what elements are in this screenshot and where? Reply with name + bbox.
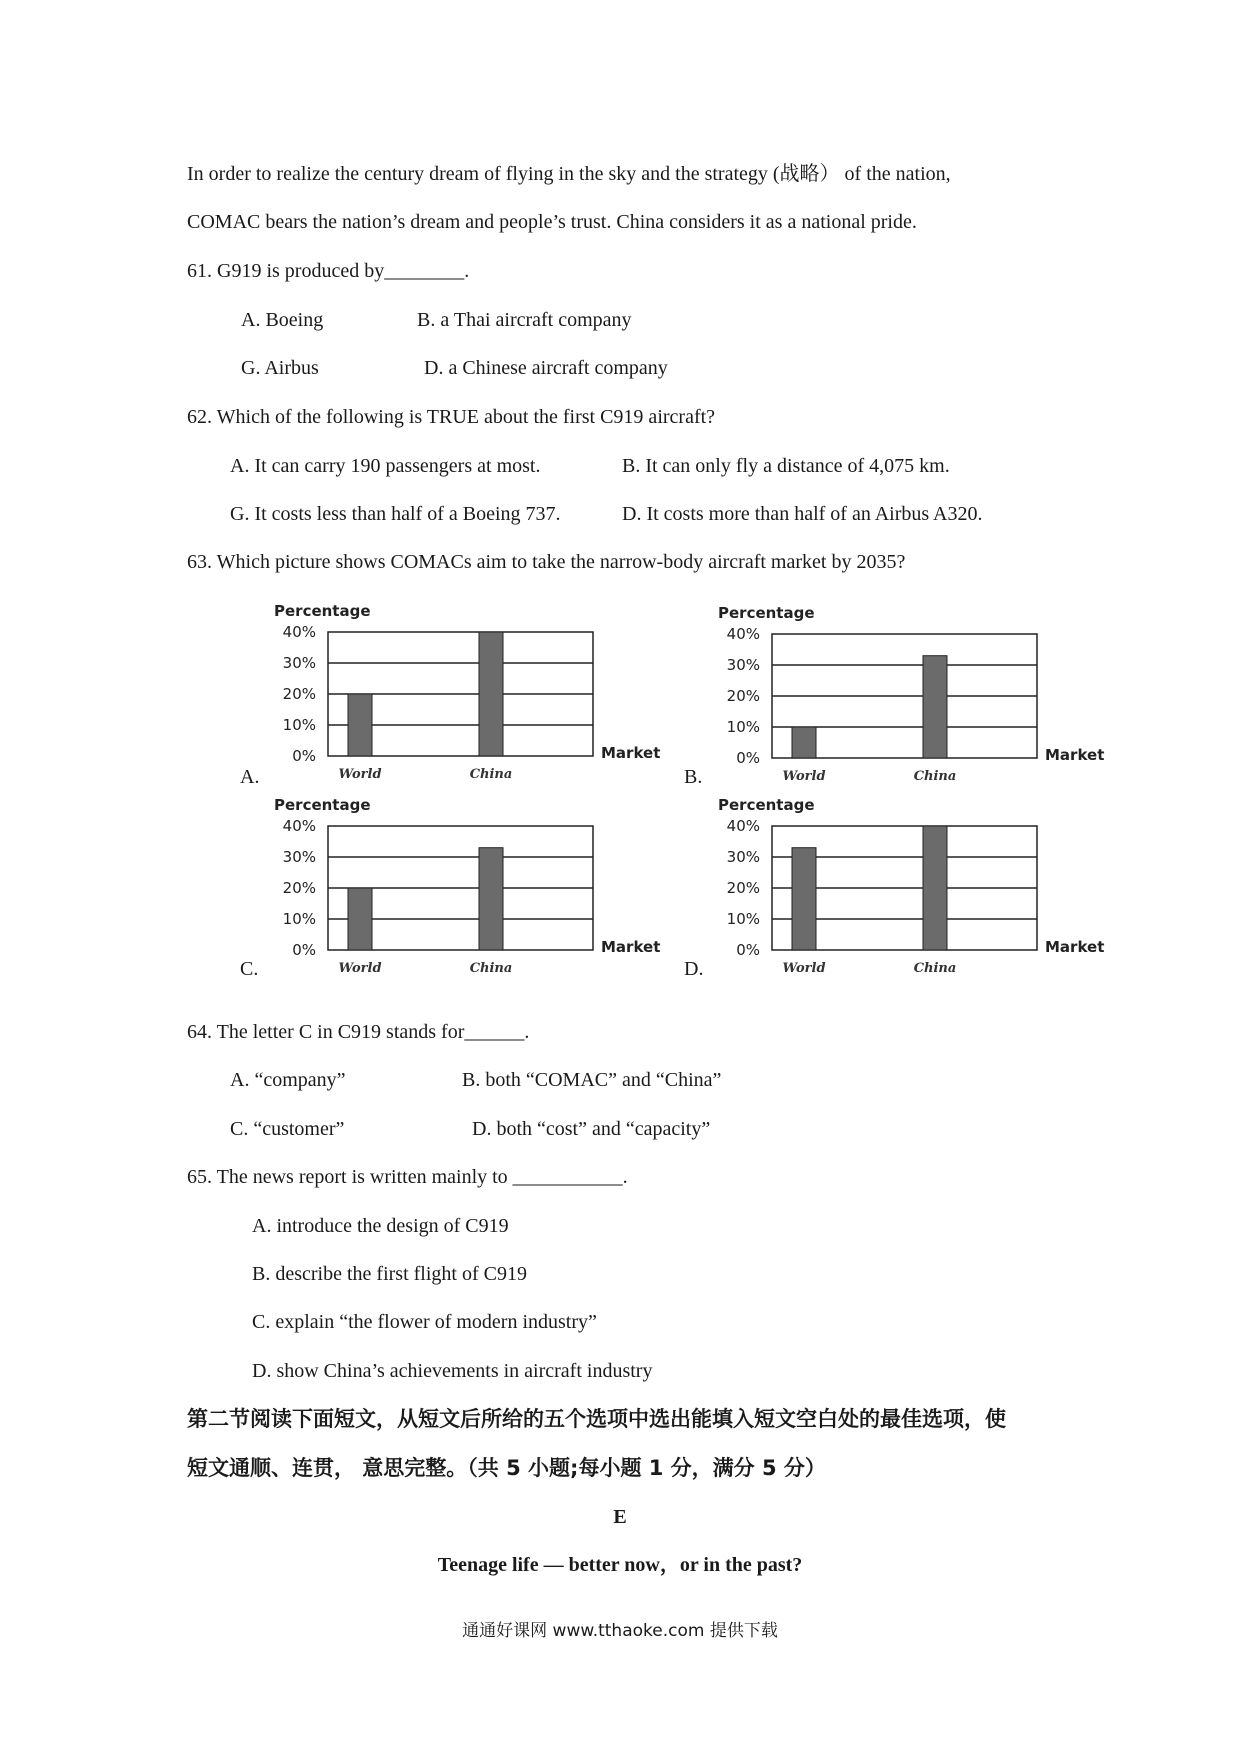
question-61-stem: 61. G919 is produced by________. bbox=[187, 260, 470, 282]
question-64-option-d: D. both “cost” and “capacity” bbox=[472, 1118, 711, 1140]
chart-option-label: A. bbox=[240, 766, 260, 788]
bar-world bbox=[792, 727, 816, 758]
x-tick-label: World bbox=[782, 961, 826, 976]
bar-chart-svg bbox=[240, 790, 660, 990]
bar-world bbox=[348, 888, 372, 950]
question-65-option-a: A. introduce the design of C919 bbox=[252, 1215, 509, 1237]
bar-china bbox=[923, 656, 947, 758]
y-tick-label: 30% bbox=[726, 656, 760, 674]
y-tick-label: 10% bbox=[282, 716, 316, 734]
y-tick-label: 0% bbox=[736, 749, 760, 767]
section-2-instruction-line-1: 第二节阅读下面短文，从短文后所给的五个选项中选出能填入短文空白处的最佳选项，使 bbox=[187, 1407, 1006, 1431]
bar-china bbox=[479, 632, 503, 756]
bar-chart-svg bbox=[240, 596, 660, 796]
question-62-stem: 62. Which of the following is TRUE about the first C919 aircraft? bbox=[187, 406, 716, 428]
passage-line-1: In order to realize the century dream of flying in the sky and the strategy (战略） of the nation, bbox=[187, 163, 951, 185]
bar-world bbox=[792, 848, 816, 950]
y-tick-label: 40% bbox=[282, 817, 316, 835]
chart-title: Percentage bbox=[274, 796, 371, 814]
chart-option-label: C. bbox=[240, 958, 259, 980]
question-65-option-c: C. explain “the flower of modern industry” bbox=[252, 1311, 597, 1333]
chart-option-label: B. bbox=[684, 766, 703, 788]
question-61-option-c: G. Airbus bbox=[241, 357, 319, 379]
question-65-option-b: B. describe the first flight of C919 bbox=[252, 1263, 527, 1285]
passage-e-title: Teenage life — better now，or in the past? bbox=[437, 1554, 803, 1576]
section-2-instruction-line-2: 短文通顺、连贯， 意思完整。（共 5 小题;每小题 1 分，满分 5 分） bbox=[187, 1456, 826, 1480]
y-tick-label: 0% bbox=[292, 941, 316, 959]
question-65-option-d: D. show China’s achievements in aircraft industry bbox=[252, 1360, 653, 1382]
bar-china bbox=[923, 826, 947, 950]
chart-option-a bbox=[240, 596, 660, 796]
bar-chart-svg bbox=[684, 598, 1104, 798]
question-64-option-c: C. “customer” bbox=[230, 1118, 345, 1140]
y-tick-label: 40% bbox=[282, 623, 316, 641]
question-62-option-c: G. It costs less than half of a Boeing 737. bbox=[230, 503, 561, 525]
question-64-option-a: A. “company” bbox=[230, 1069, 346, 1091]
chart-option-c bbox=[240, 790, 660, 990]
question-63-stem: 63. Which picture shows COMACs aim to take the narrow-body aircraft market by 2035? bbox=[187, 551, 906, 573]
x-axis-label: Market bbox=[1045, 746, 1105, 764]
x-tick-label: China bbox=[469, 961, 513, 976]
question-62-option-b: B. It can only fly a distance of 4,075 km. bbox=[622, 455, 950, 477]
x-tick-label: World bbox=[782, 769, 826, 784]
y-tick-label: 20% bbox=[726, 687, 760, 705]
y-tick-label: 10% bbox=[282, 910, 316, 928]
bar-world bbox=[348, 694, 372, 756]
y-tick-label: 0% bbox=[736, 941, 760, 959]
y-tick-label: 30% bbox=[282, 654, 316, 672]
y-tick-label: 40% bbox=[726, 625, 760, 643]
y-tick-label: 40% bbox=[726, 817, 760, 835]
question-61-option-a: A. Boeing bbox=[241, 309, 324, 331]
x-axis-label: Market bbox=[601, 744, 661, 762]
question-64-option-b: B. both “COMAC” and “China” bbox=[462, 1069, 722, 1091]
x-tick-label: China bbox=[913, 961, 957, 976]
chart-title: Percentage bbox=[718, 796, 815, 814]
y-tick-label: 10% bbox=[726, 910, 760, 928]
x-tick-label: China bbox=[469, 767, 513, 782]
y-tick-label: 30% bbox=[282, 848, 316, 866]
passage-e-letter: E bbox=[613, 1506, 627, 1528]
chart-option-label: D. bbox=[684, 958, 704, 980]
x-tick-label: World bbox=[338, 767, 382, 782]
page-footer: 通通好课网 www.tthaoke.com 提供下载 bbox=[462, 1621, 778, 1641]
x-axis-label: Market bbox=[1045, 938, 1105, 956]
bar-chart-svg bbox=[684, 790, 1104, 990]
y-tick-label: 20% bbox=[282, 685, 316, 703]
chart-option-b bbox=[684, 598, 1104, 798]
x-tick-label: World bbox=[338, 961, 382, 976]
x-axis-label: Market bbox=[601, 938, 661, 956]
chart-option-d bbox=[684, 790, 1104, 990]
y-tick-label: 20% bbox=[282, 879, 316, 897]
question-65-stem: 65. The news report is written mainly to ___________. bbox=[187, 1166, 628, 1188]
question-64-stem: 64. The letter C in C919 stands for______. bbox=[187, 1021, 530, 1043]
bar-china bbox=[479, 848, 503, 950]
y-tick-label: 30% bbox=[726, 848, 760, 866]
question-61-option-b: B. a Thai aircraft company bbox=[417, 309, 632, 331]
question-61-option-d: D. a Chinese aircraft company bbox=[424, 357, 668, 379]
y-tick-label: 10% bbox=[726, 718, 760, 736]
y-tick-label: 20% bbox=[726, 879, 760, 897]
question-62-option-a: A. It can carry 190 passengers at most. bbox=[230, 455, 541, 477]
chart-title: Percentage bbox=[718, 604, 815, 622]
passage-line-2: COMAC bears the nation’s dream and people’s trust. China considers it as a national pride. bbox=[187, 211, 917, 233]
question-62-option-d: D. It costs more than half of an Airbus A320. bbox=[622, 503, 983, 525]
chart-title: Percentage bbox=[274, 602, 371, 620]
x-tick-label: China bbox=[913, 769, 957, 784]
y-tick-label: 0% bbox=[292, 747, 316, 765]
